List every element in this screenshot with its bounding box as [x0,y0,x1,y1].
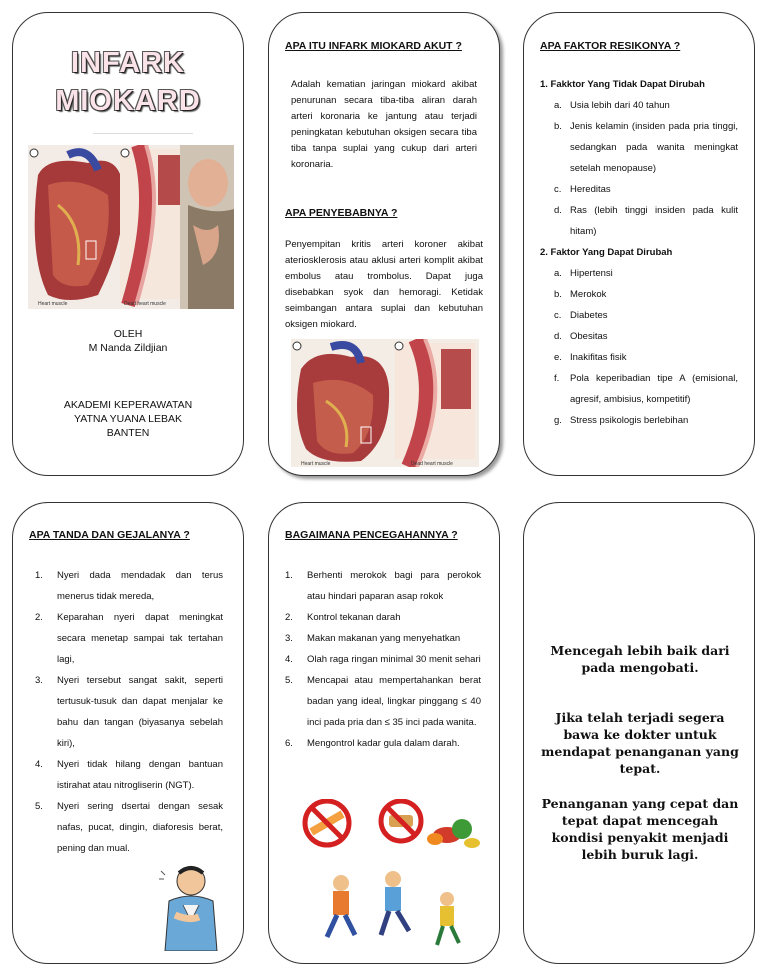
fixed-factors-list [554,95,738,242]
author-name: M Nanda Zildjian [88,342,168,354]
svg-text:Heart muscle: Heart muscle [301,461,331,467]
list-item: b. Jenis kelamin (insiden pada pria tinggi, sedangkan pada wanita meningkat setelah menopause) [554,121,738,174]
risk-factors-heading: APA FAKTOR RESIKONYA ? [540,40,681,52]
definition-panel [268,12,500,476]
list-item: e. Inakifitas fisik [554,352,627,363]
definition-text: Adalah kematian jaringan miokard akibat penurunan secara tiba-tiba aliran darah arteri koronaria ke jantung atau terjadi peningkatan kebutuhan oksigen secara tiba tiba tanpa suplai yang cukup dari arteri koronaria. [291,79,477,170]
list-item: 5. Mencapai atau mempertahankan berat badan yang ideal, lingkar pinggang ≤ 40 inci pada pria dan ≤ 35 inci pada wanita. [285,675,481,728]
svg-text:Dead heart muscle: Dead heart muscle [411,461,453,467]
closing-message-1: Mencegah lebih baik dari pada mengobati. [550,643,730,675]
closing-message-2: Jika telah terjadi segera bawa ke dokter untuk mendapat penanganan yang tepat. [541,710,739,776]
list-item: 4. Olah raga ringan minimal 30 menit sehari [285,654,481,665]
symptoms-panel [12,502,244,964]
risk-factors-panel [523,12,755,476]
institution-line2: YATNA YUANA LEBAK [74,413,182,425]
cover-panel [12,12,244,476]
list-item: a. Usia lebih dari 40 tahun [554,100,670,111]
list-item: 3. Nyeri tersebut sangat sakit, seperti tertusuk-tusuk dan dapat menjalar ke bahu dan tangan (biyasanya sebelah kiri), [35,675,223,749]
heart-attack-illustration [28,145,234,309]
definition-heading: APA ITU INFARK MIOKARD AKUT ? [285,40,462,52]
symptoms-heading: APA TANDA DAN GEJALANYA ? [29,529,190,541]
list-item: 2. Kontrol tekanan darah [285,612,401,623]
list-item: 1. Nyeri dada mendadak dan terus menerus tidak mereda, [35,570,223,602]
list-item: d. Obesitas [554,331,608,342]
list-item: f. Pola keperibadian tipe A (emisional, agresif, ambisius, kompetitif) [554,373,738,405]
healthy-lifestyle-illustration [297,799,481,949]
cause-heading: APA PENYEBABNYA ? [285,207,398,219]
list-item: c. Diabetes [554,310,608,321]
list-item: d. Ras (lebih tinggi insiden pada kulit hitam) [554,205,738,237]
list-item: 3. Makan makanan yang menyehatkan [285,633,461,644]
closing-message-3: Penanganan yang cepat dan tepat dapat mencegah kondisi penyakit menjadi lebih buruk lagi. [541,796,739,862]
list-item: a. Hipertensi [554,268,613,279]
list-item: b. Merokok [554,289,607,300]
list-item: 4. Nyeri tidak hilang dengan bantuan istirahat atau nitrogliserin (NGT). [35,759,223,791]
list-item: 5. Nyeri sering dsertai dengan sesak nafas, pucat, dingin, diaforesis berat, pening dan mual. [35,801,223,854]
cause-text: Penyempitan kritis arteri koroner akibat aterioskIerosis atau aklusi arteri komplit akibat embolus atau trombolus. Dapat juga disebabkan syok dan hemoragi. Ketidak seimbangan antara suplai dan kebutuhan oksigen miokard. [285,239,483,330]
by-label: OLEH [113,328,143,340]
prevention-heading: BAGAIMANA PENCEGAHANNYA ? [285,529,458,541]
svg-text:Dead heart muscle: Dead heart muscle [124,301,166,307]
list-item: g. Stress psikologis berlebihan [554,415,689,426]
fixed-factors-title: 1. Fakktor Yang Tidak Dapat Dirubah [540,79,705,90]
modifiable-factors-title: 2. Faktor Yang Dapat Dirubah [540,247,673,258]
list-item: 2. Keparahan nyeri dapat meningkat secara menetap sampai tak tertahan lagi, [35,612,223,665]
prevention-list [285,565,481,754]
institution-line1: AKADEMI KEPERAWATAN [63,399,193,411]
prevention-panel [268,502,500,964]
svg-text:Heart muscle: Heart muscle [38,301,68,307]
institution-line3: BANTEN [106,427,150,439]
closing-panel [523,502,755,964]
list-item: c. Hereditas [554,184,611,195]
title-divider [93,133,193,134]
modifiable-factors-list [554,263,738,431]
list-item: 6. Mengontrol kadar gula dalam darah. [285,738,460,749]
list-item: 1. Berhenti merokok bagi para perokok atau hindari paparan asap rokok [285,570,481,602]
coronary-artery-illustration [291,339,479,467]
cover-title-line2: MIOKARD [55,85,201,117]
cover-title-line1: INFARK [71,47,185,79]
symptoms-list [35,565,223,859]
chest-pain-man-illustration [155,861,227,951]
